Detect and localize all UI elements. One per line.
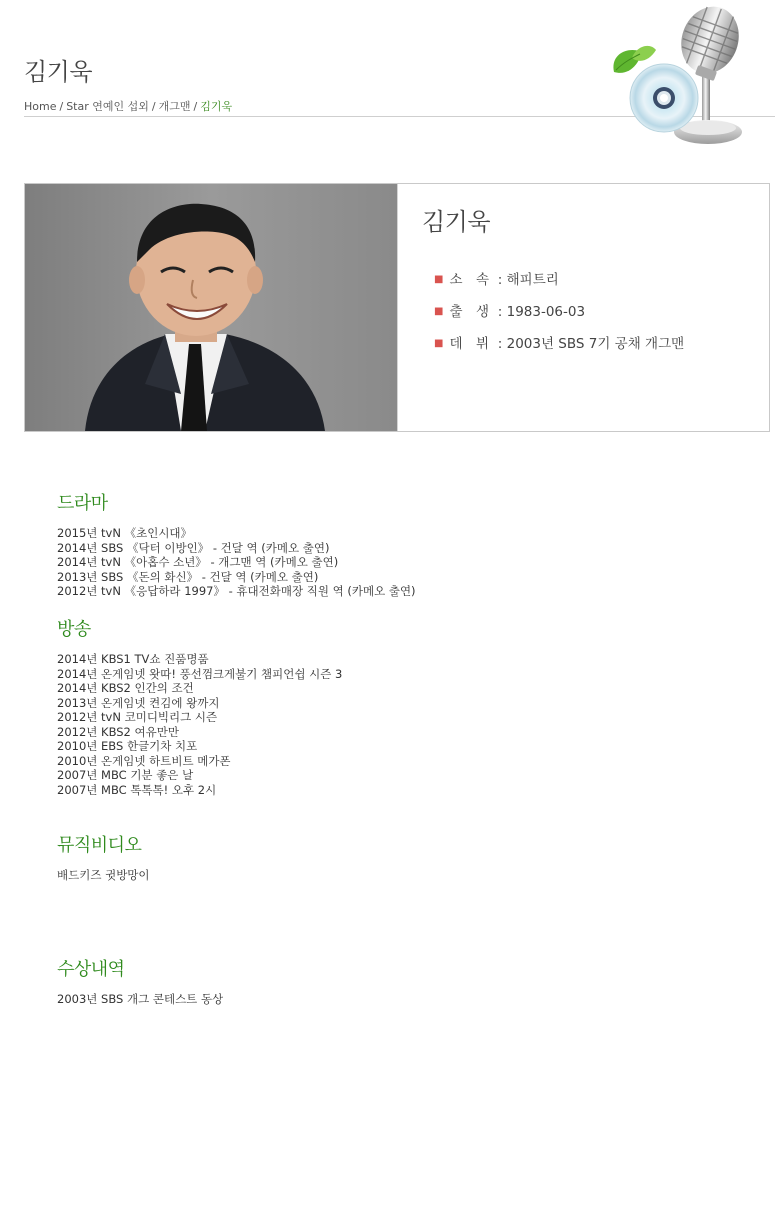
bullet-icon: ■ <box>434 274 444 285</box>
list-item: 배드키즈 귓방망이 <box>57 868 150 882</box>
page-header <box>0 0 775 160</box>
list-item: 2010년 EBS 한글기차 치포 <box>57 739 198 753</box>
list-item: 2012년 tvN 코미디빅리그 시즌 <box>57 710 218 724</box>
profile-label: 출 생 <box>449 304 490 320</box>
breadcrumb <box>24 98 232 114</box>
profile-row-agency <box>434 270 684 302</box>
list-item: 2012년 tvN 《응답하라 1997》 - 휴대전화매장 직원 역 (카메오 출연) <box>57 584 416 598</box>
profile-card <box>24 183 770 432</box>
bullet-icon: ■ <box>434 306 444 317</box>
list-item: 2007년 MBC 톡톡톡! 오후 2시 <box>57 782 217 797</box>
section-drama <box>57 489 416 599</box>
profile-value-birth: 1983-06-03 <box>506 304 586 320</box>
drama-list <box>57 526 416 599</box>
section-title: 드라마 <box>57 493 108 514</box>
list-item: 2014년 SBS 《닥터 이방인》 - 건달 역 (카메오 출연) <box>57 540 330 555</box>
list-item: 2012년 KBS2 여유만만 <box>57 724 179 739</box>
list-item: 2014년 온게임넷 왓따! 풍선껌크게불기 챔피언쉽 시즌 3 <box>57 666 343 681</box>
breadcrumb-separator: / <box>151 100 156 113</box>
list-item: 2007년 MBC 기분 좋은 날 <box>57 768 194 782</box>
profile-value-debut: 2003년 SBS 7기 공채 개그맨 <box>506 336 685 352</box>
profile-name: 김기욱 <box>422 208 491 236</box>
microphone-cd-icon <box>606 2 766 158</box>
list-item: 2010년 온게임넷 하트비트 메가폰 <box>57 753 231 768</box>
list-item: 2014년 KBS2 인간의 조건 <box>57 681 194 695</box>
page-title: 김기욱 <box>24 58 93 86</box>
list-item: 2013년 온게임넷 켠김에 왕까지 <box>57 695 220 710</box>
profile-colon: : <box>497 336 503 352</box>
profile-label: 소 속 <box>449 272 490 288</box>
music-video-list <box>57 868 150 883</box>
section-title: 방송 <box>57 619 91 640</box>
profile-photo <box>25 184 397 431</box>
section-title: 뮤직비디오 <box>57 835 142 856</box>
profile-label: 데 뷔 <box>449 336 490 352</box>
breadcrumb-home[interactable]: Home <box>24 100 57 113</box>
section-broadcast <box>57 615 342 797</box>
profile-value-agency: 해피트리 <box>506 272 559 288</box>
breadcrumb-comedian[interactable]: 개그맨 <box>158 100 191 113</box>
broadcast-list <box>57 652 342 797</box>
section-awards <box>57 955 223 1007</box>
breadcrumb-separator: / <box>193 100 198 113</box>
list-item: 2013년 SBS 《돈의 화신》 - 건달 역 (카메오 출연) <box>57 569 319 584</box>
awards-list <box>57 992 223 1007</box>
list-item: 2014년 tvN 《아홉수 소년》 - 개그맨 역 (카메오 출연) <box>57 555 339 569</box>
list-item: 2015년 tvN 《초인시대》 <box>57 526 193 540</box>
breadcrumb-current: 김기욱 <box>200 100 233 113</box>
bullet-icon: ■ <box>434 338 444 349</box>
profile-row-debut <box>434 334 684 366</box>
profile-info <box>397 184 769 431</box>
breadcrumb-separator: / <box>59 100 64 113</box>
list-item: 2014년 KBS1 TV쇼 진품명품 <box>57 652 209 666</box>
profile-colon: : <box>497 272 503 288</box>
section-music-video <box>57 831 150 883</box>
breadcrumb-star-booking[interactable]: Star 연예인 섭외 <box>66 100 149 113</box>
list-item: 2003년 SBS 개그 콘테스트 동상 <box>57 992 224 1006</box>
section-title: 수상내역 <box>57 959 125 980</box>
profile-row-birth <box>434 302 684 334</box>
profile-details <box>434 270 684 366</box>
profile-colon: : <box>497 304 503 320</box>
